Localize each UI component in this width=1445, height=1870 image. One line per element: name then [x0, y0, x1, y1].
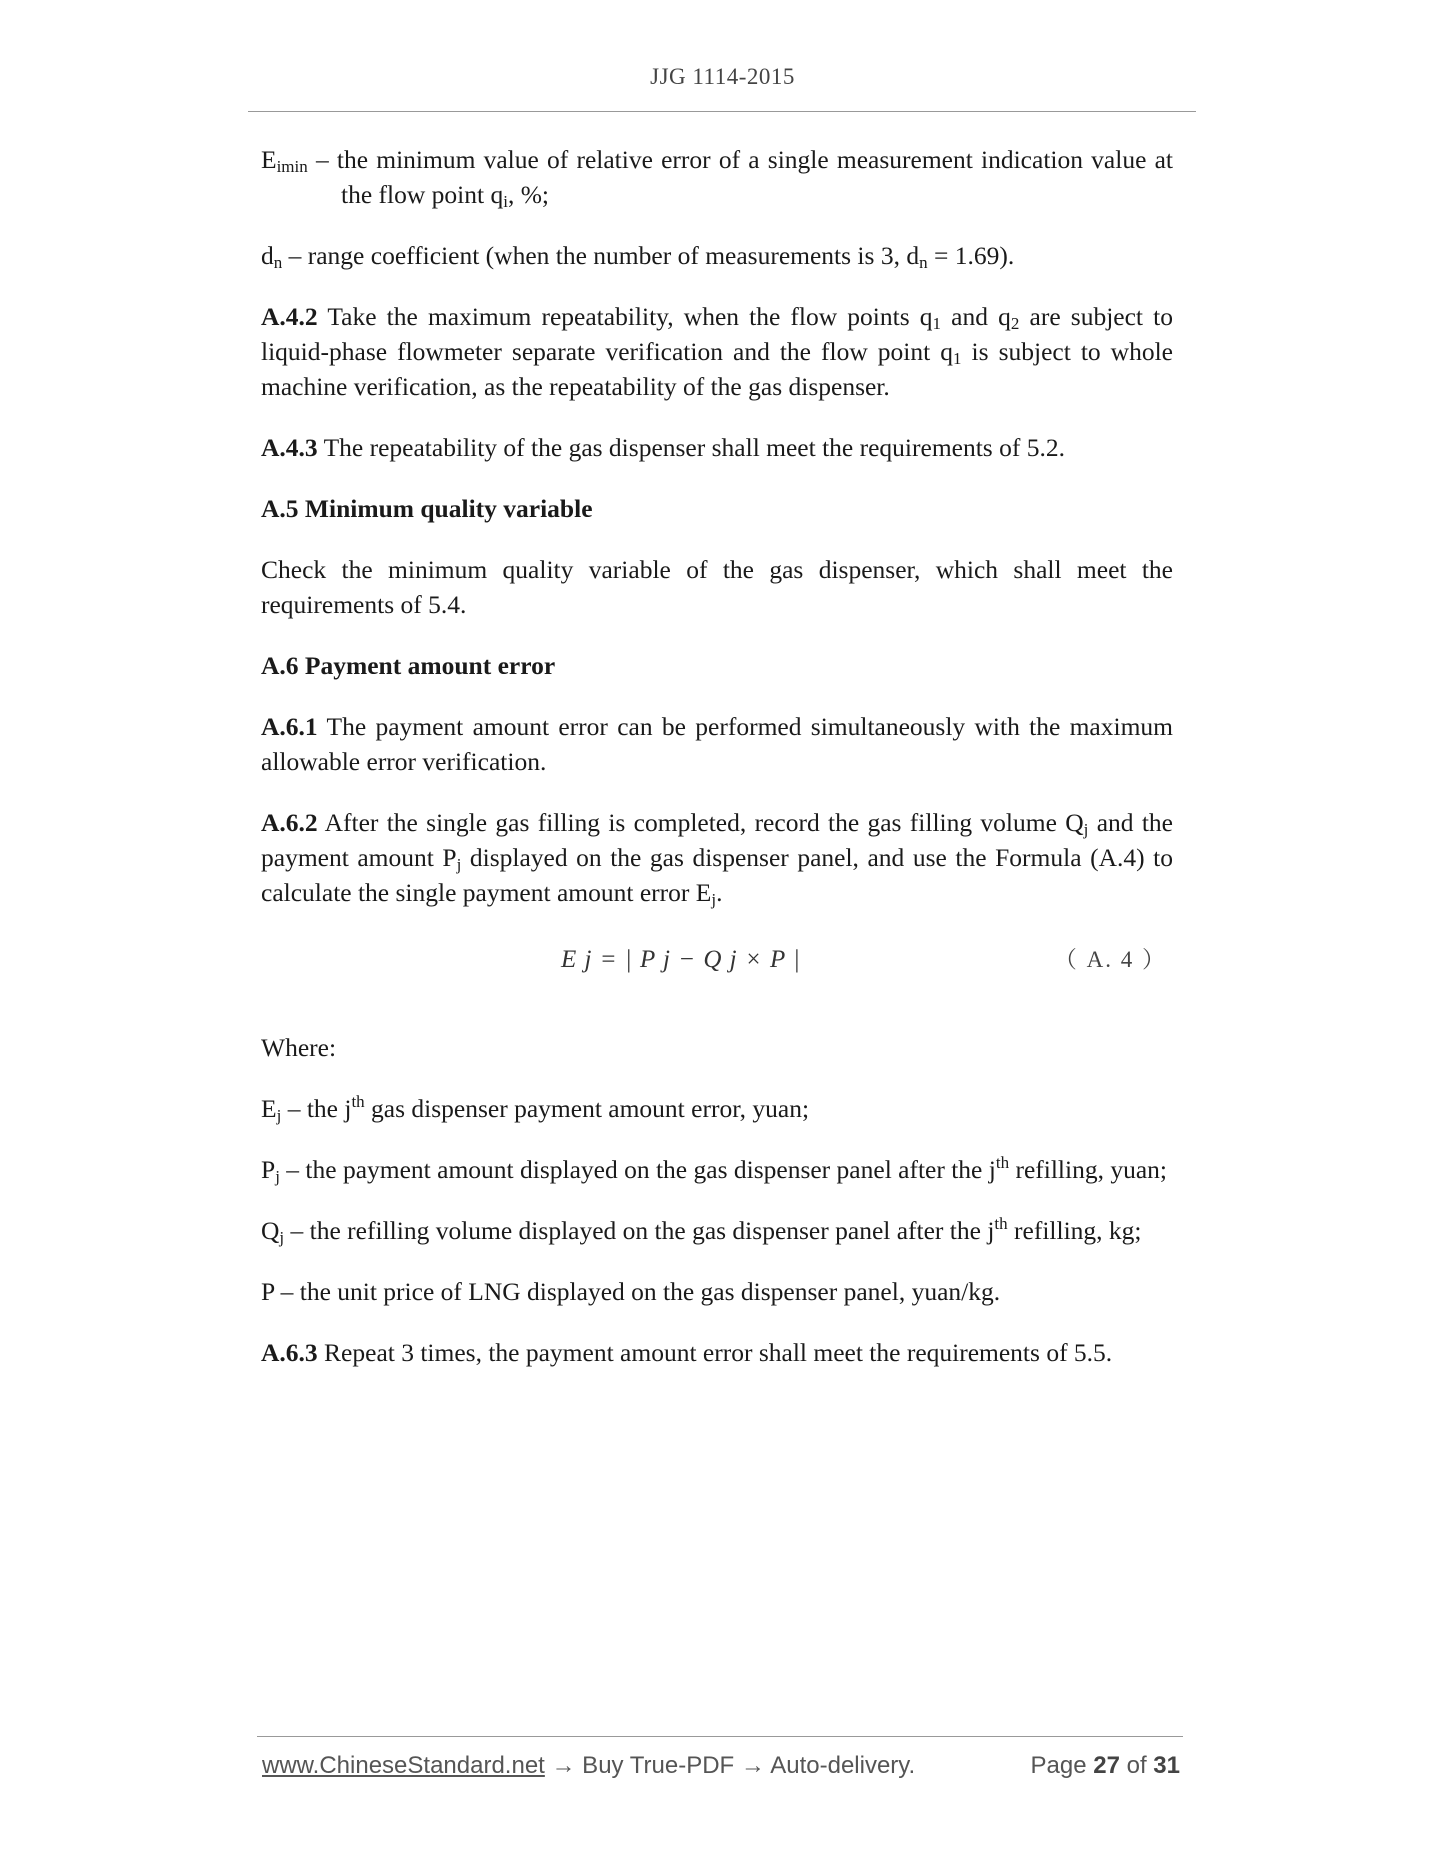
page-footer	[262, 1752, 1180, 1786]
definition-qj: $Q_j$ – the refilling volume displayed on the gas dispenser panel after the $j^{th}$ refilling, kg;	[261, 1214, 1142, 1247]
definition-ej: $E_j$ – the $j^{th}$ gas dispenser payment amount error, yuan;	[261, 1092, 810, 1125]
definition-pj: $P_j$ – the payment amount displayed on the gas dispenser panel after the $j^{th}$ refilling, yuan;	[261, 1153, 1167, 1186]
clause-a-6-1: A.6.1 The payment amount error can be performed simultaneously with the maximum allowable error verification.	[261, 712, 1173, 776]
current-page-number: 27	[1093, 1752, 1120, 1779]
definition-eimin: $E_{imin}$ – the minimum value of relative error of a single measurement indication value at the flow point $q_i$, %;	[261, 145, 1173, 211]
section-heading-a-5: A.5 Minimum quality variable	[261, 494, 593, 523]
formula-number: （ A. 4 ）	[1053, 947, 1167, 972]
section-a-5-text: Check the minimum quality variable of the gas dispenser, which shall meet the requirements of 5.4.	[261, 555, 1173, 619]
footer-divider	[257, 1736, 1183, 1737]
formula-a-4	[261, 936, 1173, 996]
page-body	[261, 142, 1173, 1396]
total-pages-number: 31	[1153, 1752, 1180, 1779]
definition-dn: $d_n$ – range coefficient (when the number of measurements is 3, $d_n = 1.69$).	[261, 241, 1015, 272]
clause-a-4-2: A.4.2 Take the maximum repeatability, when the flow points $q_1$ and $q_2$ are subject to liquid-phase flowmeter separate verification and the flow point $q_1$ is subject to whole machine verification, as the repeatability of the gas dispenser.	[261, 302, 1173, 401]
header-divider	[248, 111, 1196, 112]
website-link[interactable]: www.ChineseStandard.net	[262, 1752, 545, 1779]
document-id-header: JJG 1114-2015	[650, 64, 795, 89]
clause-a-6-3: A.6.3 Repeat 3 times, the payment amount error shall meet the requirements of 5.5.	[261, 1338, 1113, 1367]
clause-a-6-2: A.6.2 After the single gas filling is completed, record the gas filling volume $Q_j$ and the payment amount $P_j$ displayed on the gas dispenser panel, and use the Formula (A.4) to calculate the single payment amount error $E_j$.	[261, 808, 1173, 909]
where-label: Where:	[261, 1033, 337, 1062]
section-heading-a-6: A.6 Payment amount error	[261, 651, 556, 680]
definition-p: P – the unit price of LNG displayed on the gas dispenser panel, yuan/kg.	[261, 1277, 1001, 1306]
footer-promo-text: → Buy True-PDF → Auto-delivery.	[544, 1752, 916, 1779]
clause-a-4-3: A.4.3 The repeatability of the gas dispenser shall meet the requirements of 5.2.	[261, 433, 1065, 462]
page-counter: Page 27 of 31	[1030, 1752, 1180, 1779]
formula-expression: E j = | P j − Q j × P |	[561, 946, 801, 973]
